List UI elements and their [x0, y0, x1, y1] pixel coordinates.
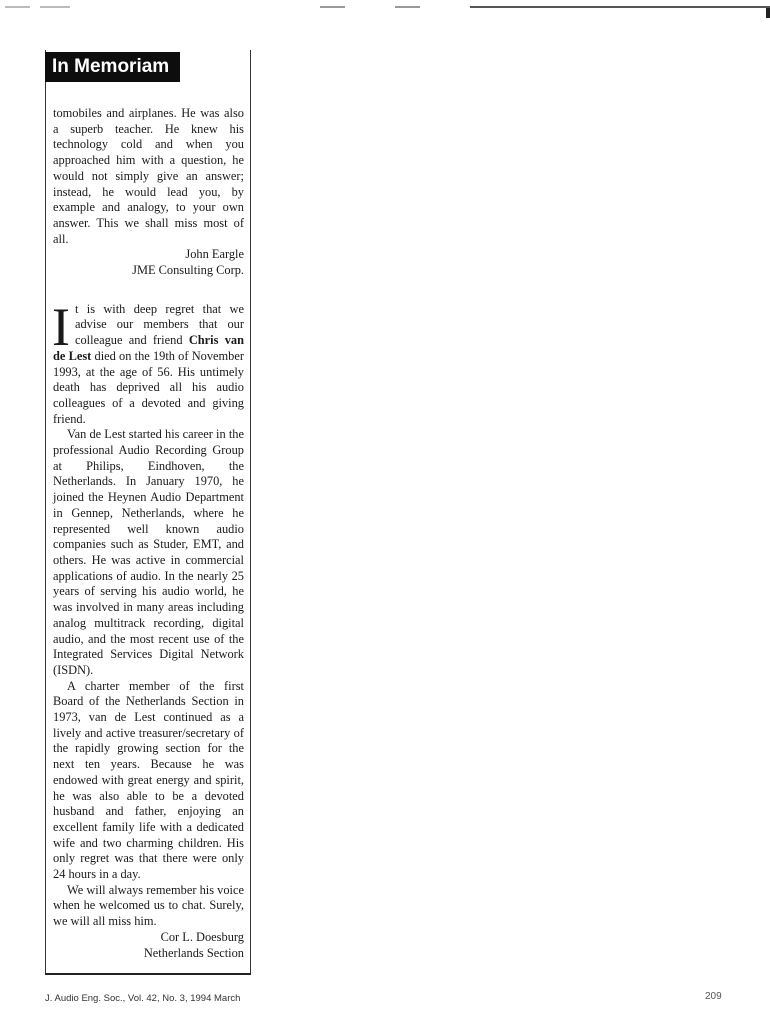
memorial2-author: Cor L. Doesburg — [160, 929, 244, 944]
memorial1-author: John Eargle — [185, 247, 244, 262]
scan-edge-line — [0, 6, 770, 8]
memorial2-affiliation: Netherlands Section — [143, 945, 244, 960]
memorial1-affiliation: JME Consulting Corp. — [132, 263, 244, 278]
section-title: In Memoriam — [45, 52, 180, 82]
memorial2-lead-rest: died on the 19th of November 1993, at the age of 56. His untimely death has deprived all his audio colleagues of a devoted and giving friend. — [53, 348, 244, 426]
memorial1-text: tomobiles and airplanes. He was also a superb teacher. He knew his technology cold and when you approached him with a question, he would not simply give an answer; instead, he would lead you, by example and analogy, to your own answer. This we shall miss most of all. — [53, 106, 244, 246]
section-gap — [53, 279, 244, 302]
memorial2-lead: t is with deep regret that we advise our members that our colleague and friend — [74, 301, 244, 348]
memorial2-paragraph-2: Van de Lest started his career in the professional Audio Recording Group at Philips, Eindhoven, the Netherlands. In January 1970, he joined the Heynen Audio Department in Gennep, Netherlands, where he represented well known audio companies such as Studer, EMT, and others. He was active in commercial applications of audio. In the nearly 25 years of serving his audio world, he was involved in many areas including analog multitrack recording, digital audio, and the most recent use of the Integrated Services Digital Network (ISDN). — [53, 427, 244, 677]
deceased-name: Chris van de Lest — [53, 333, 244, 363]
memorial2-paragraph-1 — [52, 296, 244, 428]
drop-cap: I — [52, 296, 70, 357]
memoriam-column — [53, 106, 244, 961]
memorial2-paragraph-3: A charter member of the first Board of the Netherlands Section in 1973, van de Lest continued as a lively and active treasurer/secretary of the rapidly growing section for the next ten years. Because he was endowed with great energy and spirit, he was also able to be a devoted husband and father, enjoying an excellent family life with a dedicated wife and two charming children. His only regret was that there were only 24 hours in a day. — [53, 678, 244, 882]
journal-citation: J. Audio Eng. Soc., Vol. 42, No. 3, 1994 March — [45, 993, 241, 1004]
memorial2-paragraph-4: We will always remember his voice when he welcomed us to chat. Surely, we will all miss him. — [53, 882, 244, 929]
page-number: 209 — [705, 991, 722, 1002]
scan-edge-mark — [766, 8, 770, 18]
